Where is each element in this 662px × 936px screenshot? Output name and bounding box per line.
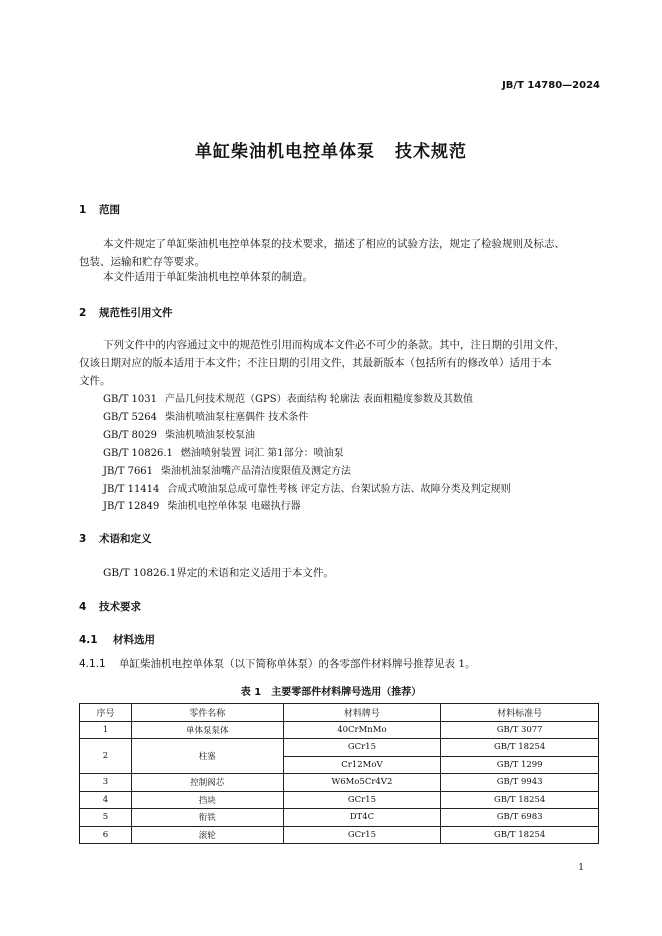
section-number: 1 <box>79 204 87 216</box>
cell-part: 衔铁 <box>131 809 283 827</box>
cell-standard: GB/T 9943 <box>441 774 599 792</box>
cell-no: 2 <box>80 739 132 774</box>
subsection-title: 材料选用 <box>113 634 155 646</box>
table-row <box>80 774 599 792</box>
reference-item <box>103 480 511 495</box>
table-row <box>80 809 599 827</box>
reference-title: 柴油机油泵油嘴产品清洁度限值及测定方法 <box>161 466 352 477</box>
reference-title: 柴油机喷油泵柱塞偶件 技术条件 <box>165 412 309 423</box>
reference-item <box>103 462 351 477</box>
table-header-row <box>80 704 599 722</box>
reference-title: 柴油机电控单体泵 电磁执行器 <box>167 501 301 512</box>
paragraph: 本文件适用于单缸柴油机电控单体泵的制造。 <box>103 271 313 283</box>
page-number: 1 <box>578 863 584 873</box>
cell-standard: GB/T 18254 <box>441 791 599 809</box>
cell-material: GCr15 <box>283 739 441 757</box>
subsection-number: 4.1 <box>79 634 98 646</box>
materials-table <box>79 703 599 844</box>
cell-standard: GB/T 1299 <box>441 756 599 774</box>
cell-part: 滚轮 <box>131 826 283 844</box>
section-title: 规范性引用文件 <box>99 307 173 319</box>
reference-code: JB/T 7661 <box>103 466 154 477</box>
column-header: 材料标准号 <box>441 704 599 722</box>
clause-4-1-1 <box>79 655 476 673</box>
section-number: 2 <box>79 307 87 319</box>
reference-title: 燃油喷射装置 词汇 第1部分：喷油泵 <box>180 448 344 459</box>
cell-material: GCr15 <box>283 826 441 844</box>
cell-standard: GB/T 6983 <box>441 809 599 827</box>
clause-text: 单缸柴油机电控单体泵（以下简称单体泵）的各零部件材料牌号推荐见表 1。 <box>119 658 476 670</box>
cell-material: GCr15 <box>283 791 441 809</box>
reference-item <box>103 497 301 512</box>
table-row <box>80 826 599 844</box>
section-1-heading <box>79 202 120 217</box>
paragraph: 下列文件中的内容通过文中的规范性引用而构成本文件必不可少的条款。其中，注日期的引用文件， <box>103 339 565 351</box>
cell-standard: GB/T 18254 <box>441 826 599 844</box>
cell-no: 3 <box>80 774 132 792</box>
cell-material: DT4C <box>283 809 441 827</box>
cell-material: Cr12MoV <box>283 756 441 774</box>
reference-item <box>103 444 344 459</box>
reference-code: GB/T 1031 <box>103 394 158 405</box>
cell-part: 挡块 <box>131 791 283 809</box>
section-title: 技术要求 <box>99 601 141 613</box>
title-sub: 技术规范 <box>395 142 467 162</box>
reference-code: GB/T 5264 <box>103 412 158 423</box>
paragraph: 文件。 <box>79 375 111 387</box>
paragraph: 本文件规定了单缸柴油机电控单体泵的技术要求，描述了相应的试验方法，规定了检验规则及标志、 <box>103 238 565 250</box>
section-2-heading <box>79 305 173 320</box>
paragraph: GB/T 10826.1界定的术语和定义适用于本文件。 <box>103 567 334 579</box>
reference-item <box>103 408 308 423</box>
reference-title: 合成式喷油泵总成可靠性考核 评定方法、台架试验方法、故障分类及判定规则 <box>167 484 511 495</box>
cell-no: 4 <box>80 791 132 809</box>
section-3-heading <box>79 531 152 546</box>
cell-material: W6Mo5Cr4V2 <box>283 774 441 792</box>
standard-number: JB/T 14780—2024 <box>502 80 600 91</box>
clause-number: 4.1.1 <box>79 658 106 670</box>
cell-standard: GB/T 3077 <box>441 721 599 739</box>
title-main: 单缸柴油机电控单体泵 <box>195 142 375 162</box>
column-header: 序号 <box>80 704 132 722</box>
reference-code: GB/T 8029 <box>103 430 158 441</box>
table-caption: 表 1 主要零部件材料牌号选用（推荐） <box>240 687 422 698</box>
section-number: 3 <box>79 533 87 545</box>
cell-no: 6 <box>80 826 132 844</box>
section-number: 4 <box>79 601 87 613</box>
reference-code: GB/T 10826.1 <box>103 448 173 459</box>
column-header: 零件名称 <box>131 704 283 722</box>
subsection-4-1-heading <box>79 632 155 647</box>
reference-title: 柴油机喷油泵校泵油 <box>165 430 256 441</box>
section-title: 术语和定义 <box>99 533 152 545</box>
cell-material: 40CrMnMo <box>283 721 441 739</box>
table-row <box>80 721 599 739</box>
paragraph: 仅该日期对应的版本适用于本文件；不注日期的引用文件，其最新版本（包括所有的修改单）适用于本 <box>79 357 552 369</box>
reference-item <box>103 426 255 441</box>
cell-no: 5 <box>80 809 132 827</box>
reference-title: 产品几何技术规范（GPS）表面结构 轮廓法 表面粗糙度参数及其数值 <box>165 394 473 405</box>
reference-code: JB/T 11414 <box>103 484 160 495</box>
column-header: 材料牌号 <box>283 704 441 722</box>
table-row <box>80 791 599 809</box>
document-title <box>0 137 662 162</box>
paragraph: 包装、运输和贮存等要求。 <box>79 256 205 268</box>
section-4-heading <box>79 599 141 614</box>
cell-standard: GB/T 18254 <box>441 739 599 757</box>
reference-item <box>103 390 473 405</box>
reference-code: JB/T 12849 <box>103 501 160 512</box>
cell-no: 1 <box>80 721 132 739</box>
table-row <box>80 739 599 757</box>
cell-part: 单体泵泵体 <box>131 721 283 739</box>
cell-part: 柱塞 <box>131 739 283 774</box>
section-title: 范围 <box>99 204 120 216</box>
cell-part: 控制阀芯 <box>131 774 283 792</box>
